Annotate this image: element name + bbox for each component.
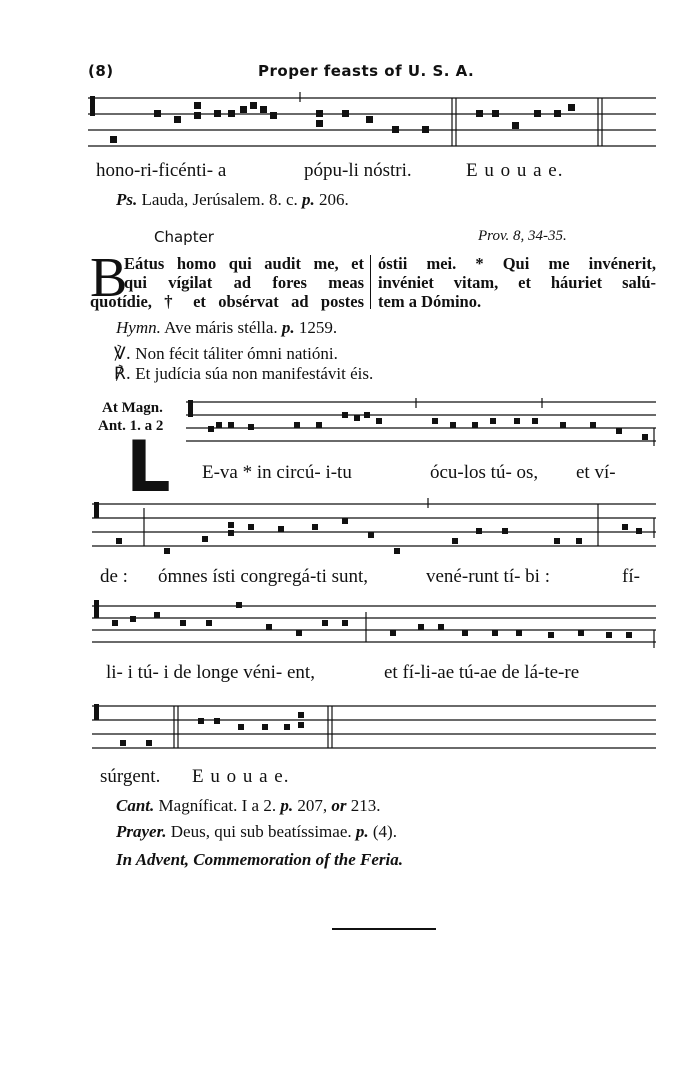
running-title: Proper feasts of U. S. A.	[258, 62, 475, 80]
canticle-text: Magníficat. I a 2.	[158, 796, 277, 815]
chapter-line: Eátus homo qui audit me, et	[124, 254, 364, 273]
column-divider	[370, 255, 371, 309]
chant-staff-4	[92, 596, 656, 654]
chapter-line: quotídie, † et obsérvat ad postes	[90, 292, 364, 311]
versicle-line	[114, 344, 338, 364]
canticle-or: or	[331, 796, 347, 815]
versicle-symbol: ℣.	[114, 344, 132, 364]
lyric-line: pópu-li nóstri.	[304, 160, 412, 181]
prayer-text: Deus, qui sub beatíssimae.	[170, 822, 352, 841]
response-line	[114, 364, 373, 384]
canticle-page: 207,	[297, 796, 328, 815]
drop-cap-b: B	[90, 247, 128, 309]
drop-cap-l: L	[126, 426, 171, 508]
euouae: E u o u a e.	[466, 160, 564, 181]
hymn-p: p.	[281, 318, 295, 337]
psalm-text: Lauda, Jerúsalem. 8. c.	[141, 190, 298, 209]
response-text: Et judícia súa non manifestávit éis.	[135, 364, 374, 383]
chapter-heading: Chapter	[154, 228, 214, 246]
chapter-left-column	[90, 254, 364, 311]
chapter-line: tem a Dómino.	[378, 292, 482, 311]
lyric-line: ócu-los tú- os,	[430, 462, 539, 483]
chapter-line: óstii mei. * Qui me invénerit,	[378, 254, 656, 273]
versicle-text: Non fécit táliter ómni natióni.	[135, 344, 338, 363]
lyric-line: hono-ri-ficénti- a	[96, 160, 227, 181]
euouae: E u o u a e.	[192, 766, 290, 787]
prayer-label: Prayer.	[116, 822, 167, 841]
canticle-alt-page: 213.	[350, 796, 381, 815]
chapter-line: qui vígilat ad fores meas	[124, 273, 364, 292]
chapter-right-column	[378, 254, 656, 311]
chant-staff-1	[88, 88, 656, 158]
lyric-line: de :	[100, 566, 128, 587]
canticle-line	[116, 796, 380, 816]
advent-note: In Advent, Commemoration of the Feria.	[116, 850, 403, 869]
chant-staff-3	[92, 498, 656, 558]
antiphon-mode: Ant. 1. a 2	[98, 418, 164, 434]
psalm-label: Ps.	[116, 190, 138, 209]
lyric-line: vené-runt tí- bi :	[426, 566, 550, 587]
chant-staff-2	[186, 398, 656, 450]
psalm-p: p.	[302, 190, 315, 209]
lyric-line: li- i tú- i de longe véni- ent,	[106, 662, 315, 683]
canticle-label: Cant.	[116, 796, 155, 815]
prayer-p: p.	[355, 822, 369, 841]
lyric-line: et ví-	[576, 462, 616, 483]
lyric-line: et fí-li-ae tú-ae de lá-te-re	[384, 662, 580, 683]
canticle-p: p.	[280, 796, 294, 815]
lyric-line: ómnes ísti congregá-ti sunt,	[158, 566, 369, 587]
psalm-page: 206.	[319, 190, 349, 209]
hymn-label: Hymn.	[116, 318, 161, 337]
closing-rule	[332, 928, 436, 930]
chant-staff-5	[92, 700, 656, 756]
response-symbol: ℟.	[114, 364, 132, 384]
hymn-page: 1259.	[298, 318, 338, 337]
prayer-page: (4).	[372, 822, 397, 841]
lyric-line: fí-	[622, 566, 640, 587]
lyric-line: E-va * in circú- i-tu	[202, 462, 352, 483]
psalm-line	[116, 190, 349, 210]
chapter-line: invéniet vitam, et háuriet salú-	[378, 273, 656, 292]
chapter-reference: Prov. 8, 34-35.	[478, 228, 567, 244]
prayer-line	[116, 822, 397, 842]
hymn-line	[116, 318, 337, 338]
antiphon-label: At Magn.	[102, 400, 163, 416]
page-number: (8)	[88, 62, 114, 80]
hymn-text: Ave máris stélla.	[164, 318, 278, 337]
lyric-line: súrgent.	[100, 766, 161, 787]
